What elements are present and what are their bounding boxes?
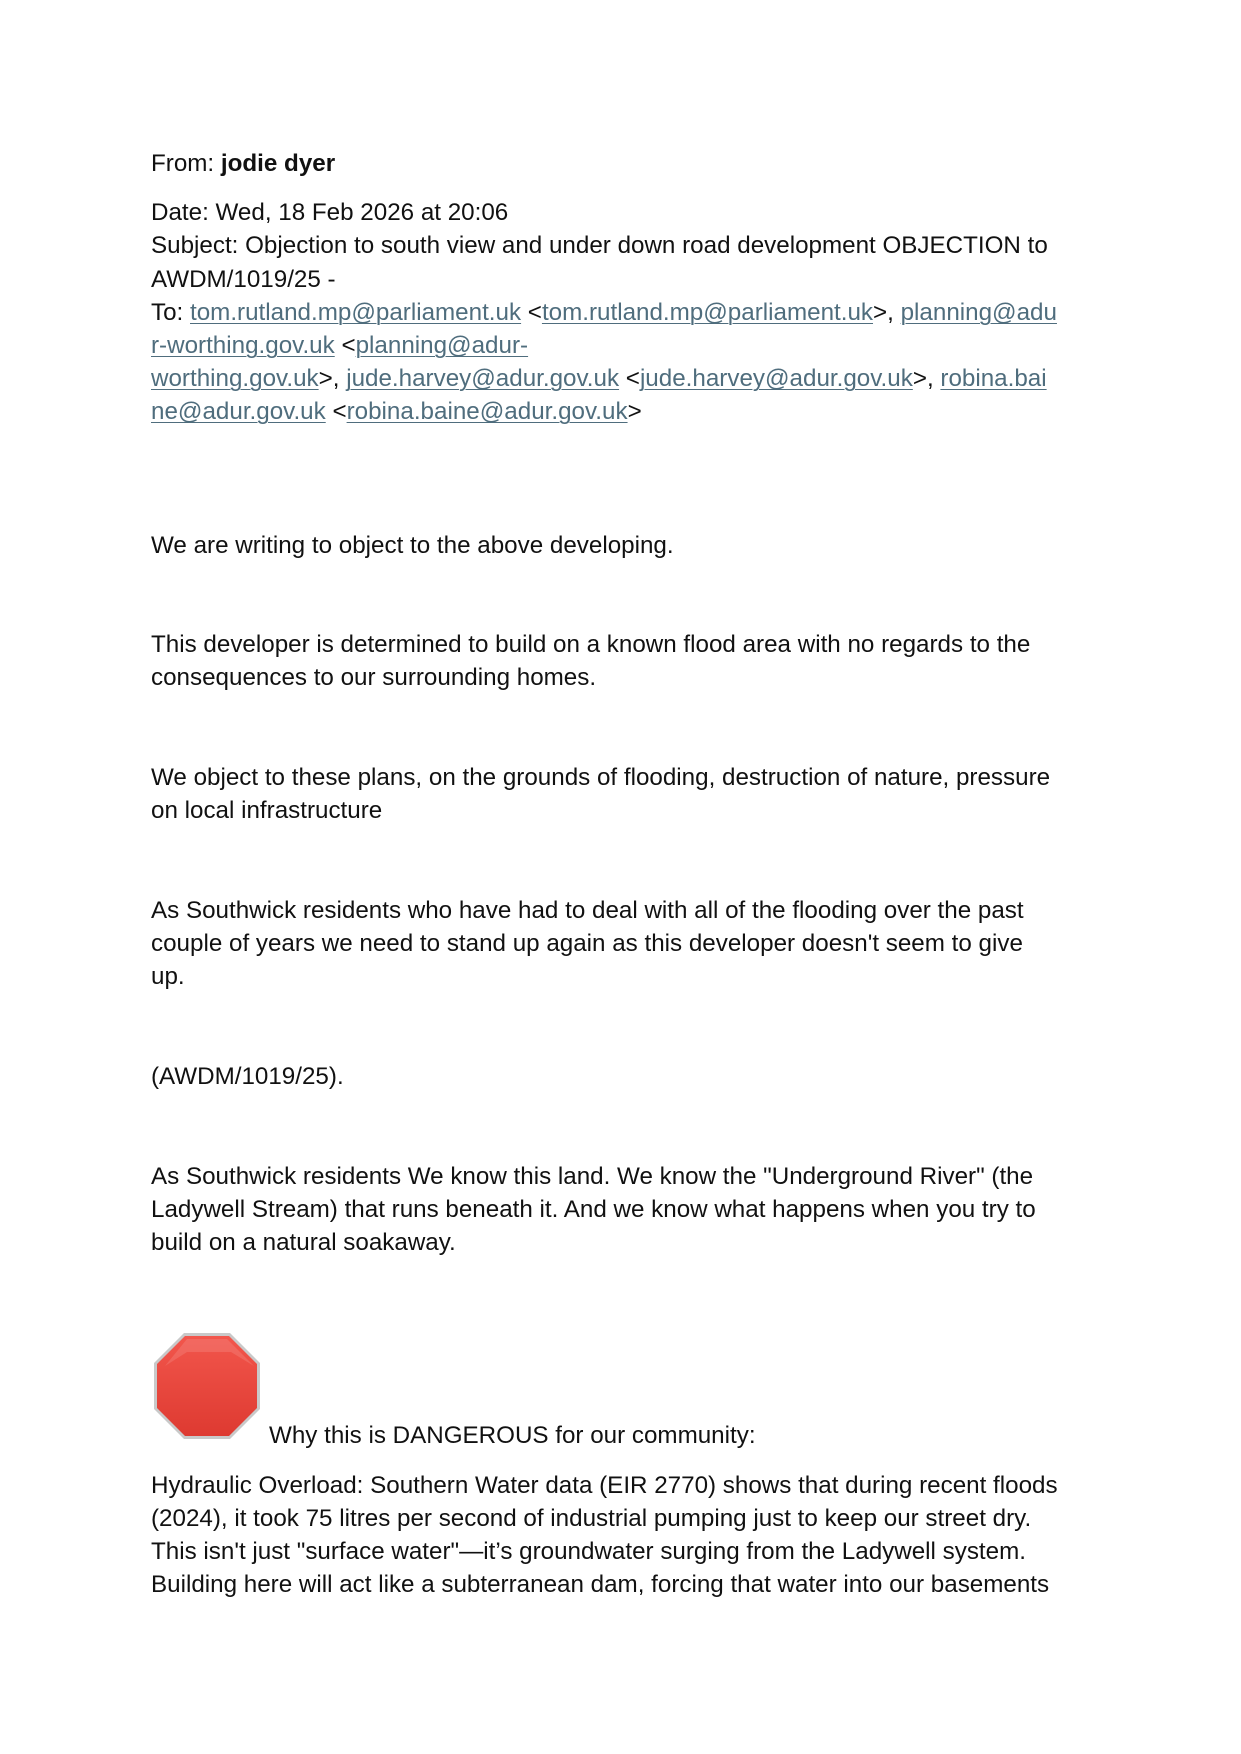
body-paragraph: We object to these plans, on the grounds of flooding, destruction of nature, pressure xyxy=(151,764,1051,791)
email-link[interactable]: jude.harvey@adur.gov.uk xyxy=(639,365,913,392)
body-paragraph: couple of years we need to stand up again as this developer doesn't seem to give xyxy=(151,930,1023,957)
email-link[interactable]: robina.baine@adur.gov.uk xyxy=(346,398,628,425)
from-label: From: xyxy=(151,150,215,177)
separator: < xyxy=(521,299,542,326)
separator: >, xyxy=(873,299,901,326)
from-line xyxy=(151,147,335,180)
separator: >, xyxy=(912,365,941,392)
separator: < xyxy=(325,398,347,425)
email-link[interactable]: r-worthing.gov.uk xyxy=(151,332,335,359)
to-line-1 xyxy=(151,296,1057,329)
subject-line-1: Subject: Objection to south view and under down road development OBJECTION to xyxy=(151,232,1048,259)
danger-heading: Why this is DANGEROUS for our community: xyxy=(269,1422,756,1449)
body-paragraph: build on a natural soakaway. xyxy=(151,1229,456,1256)
body-paragraph: We are writing to object to the above developing. xyxy=(151,532,674,559)
body-paragraph: Hydraulic Overload: Southern Water data (EIR 2770) shows that during recent floods xyxy=(151,1472,1058,1499)
body-paragraph: This isn't just "surface water"—it’s groundwater surging from the Ladywell system. xyxy=(151,1538,1026,1565)
body-paragraph: Ladywell Stream) that runs beneath it. And we know what happens when you try to xyxy=(151,1196,1036,1223)
email-link[interactable]: robina.bai xyxy=(940,365,1047,392)
email-link[interactable]: tom.rutland.mp@parliament.uk xyxy=(541,299,874,326)
email-link[interactable]: ne@adur.gov.uk xyxy=(151,398,326,425)
subject-line-2: AWDM/1019/25 - xyxy=(151,266,336,293)
separator: < xyxy=(619,365,640,392)
separator: > xyxy=(627,398,642,425)
body-paragraph: Building here will act like a subterranean dam, forcing that water into our basements xyxy=(151,1571,1050,1598)
body-paragraph: on local infrastructure xyxy=(151,797,383,824)
email-link[interactable]: jude.harvey@adur.gov.uk xyxy=(346,365,620,392)
body-paragraph: As Southwick residents who have had to deal with all of the flooding over the past xyxy=(151,897,1024,924)
body-paragraph: As Southwick residents We know this land. We know the "Underground River" (the xyxy=(151,1163,1034,1190)
to-line-4 xyxy=(151,395,642,428)
email-link[interactable]: worthing.gov.uk xyxy=(151,365,319,392)
to-line-2 xyxy=(151,329,528,362)
email-link[interactable]: planning@adur- xyxy=(355,332,529,359)
separator: >, xyxy=(318,365,347,392)
body-paragraph: up. xyxy=(151,963,185,990)
body-paragraph: consequences to our surrounding homes. xyxy=(151,664,597,691)
email-link[interactable]: planning@adu xyxy=(900,299,1057,326)
to-label: To: xyxy=(151,299,184,326)
date-line: Date: Wed, 18 Feb 2026 at 20:06 xyxy=(151,199,509,226)
email-link[interactable]: tom.rutland.mp@parliament.uk xyxy=(190,299,522,326)
separator: < xyxy=(334,332,356,359)
stop-sign-icon xyxy=(151,1330,263,1442)
application-reference: (AWDM/1019/25). xyxy=(151,1063,344,1090)
to-line-3 xyxy=(151,362,1047,395)
sender-name: jodie dyer xyxy=(220,150,336,177)
body-paragraph: This developer is determined to build on a known flood area with no regards to the xyxy=(151,631,1031,658)
body-paragraph: (2024), it took 75 litres per second of industrial pumping just to keep our street dry. xyxy=(151,1505,1032,1532)
